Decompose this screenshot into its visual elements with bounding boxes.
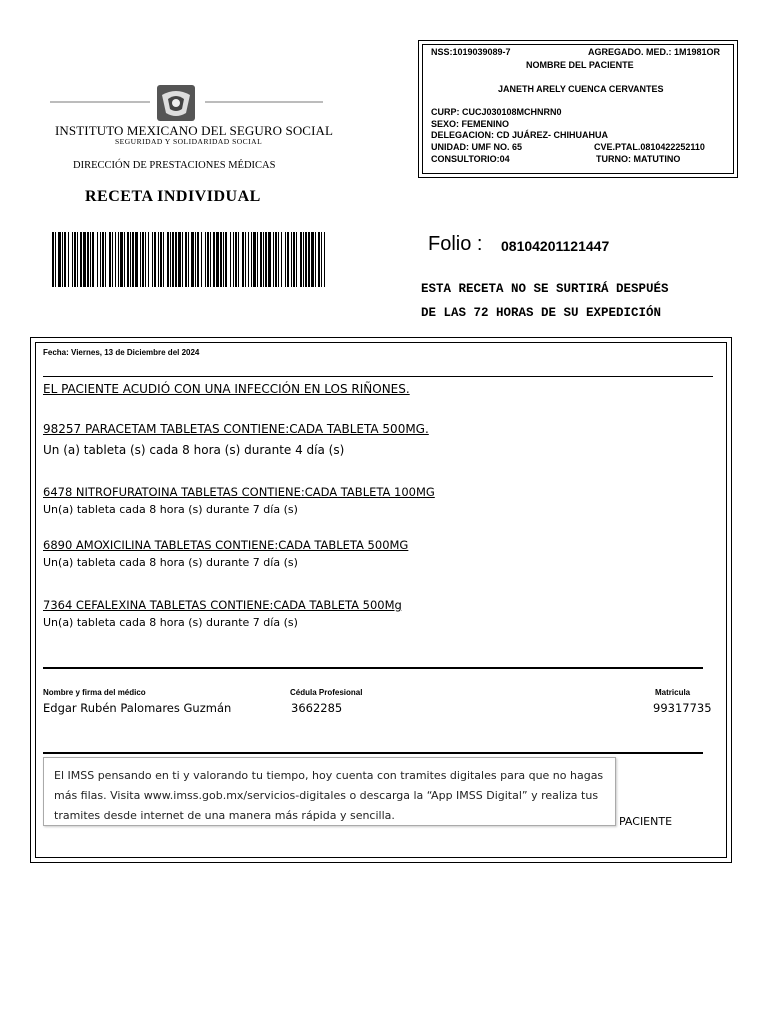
barcode-bar xyxy=(178,232,181,287)
barcode-bar xyxy=(287,232,289,287)
imss-digital-notice: El IMSS pensando en ti y valorando tu tiempo, hoy cuenta con tramites digitales para que no hagas más filas. Visita www.imss.gob.mx/servicios-digitales o descarga la “App IMSS Digital” y realiza tus tramites desde internet de una manera más rápida y sencilla. xyxy=(43,757,616,826)
barcode-bar xyxy=(251,232,252,287)
barcode-bar xyxy=(220,232,222,287)
diagnosis: EL PACIENTE ACUDIÓ CON UNA INFECCIÓN EN LOS RIÑONES. xyxy=(43,382,410,396)
barcode-bar xyxy=(170,232,171,287)
barcode-bar xyxy=(303,232,304,287)
barcode xyxy=(52,232,325,287)
barcode-bar xyxy=(182,232,183,287)
barcode-bar xyxy=(112,232,113,287)
curp: CURP: CUCJ030108MCHNRN0 xyxy=(431,107,562,117)
barcode-bar xyxy=(100,232,101,287)
turno: TURNO: MATUTINO xyxy=(596,154,681,164)
barcode-bar xyxy=(201,232,202,287)
barcode-bar xyxy=(213,232,215,287)
barcode-bar xyxy=(273,232,274,287)
barcode-bar xyxy=(324,232,325,287)
barcode-bar xyxy=(163,232,164,287)
barcode-bar xyxy=(238,232,239,287)
barcode-bar xyxy=(188,232,189,287)
dose-4: Un(a) tableta cada 8 hora (s) durante 7 día (s) xyxy=(43,616,298,629)
nss: NSS:1019039089-7 xyxy=(431,47,511,57)
barcode-bar xyxy=(257,232,258,287)
barcode-bar xyxy=(83,232,86,287)
barcode-bar xyxy=(268,232,271,287)
notice-divider xyxy=(43,752,703,754)
barcode-bar xyxy=(74,232,76,287)
barcode-bar xyxy=(158,232,159,287)
barcode-bar xyxy=(154,232,156,287)
barcode-bar xyxy=(293,232,295,287)
barcode-bar xyxy=(248,232,249,287)
barcode-bar xyxy=(118,232,119,287)
barcode-bar xyxy=(160,232,162,287)
barcode-bar xyxy=(285,232,286,287)
barcode-bar xyxy=(140,232,141,287)
barcode-bar xyxy=(278,232,279,287)
barcode-bar xyxy=(281,232,282,287)
barcode-bar xyxy=(321,232,322,287)
dose-2: Un(a) tableta cada 8 hora (s) durante 7 día (s) xyxy=(43,503,298,516)
barcode-bar xyxy=(130,232,131,287)
barcode-bar xyxy=(300,232,302,287)
folio-number: 08104201121447 xyxy=(501,238,610,254)
folio-label: Folio : xyxy=(428,233,483,255)
barcode-bar xyxy=(97,232,98,287)
doctor-name-label: Nombre y firma del médico xyxy=(43,688,146,697)
barcode-bar xyxy=(225,232,227,287)
barcode-bar xyxy=(185,232,187,287)
drug-4: 7364 CEFALEXINA TABLETAS CONTIENE:CADA TABLETA 500Mg xyxy=(43,598,402,612)
barcode-bar xyxy=(120,232,123,287)
warning-line-1: ESTA RECETA NO SE SURTIRÁ DESPUÉS xyxy=(421,282,669,296)
barcode-bar xyxy=(145,232,146,287)
cve-ptal: CVE.PTAL.0810422252110 xyxy=(594,142,705,152)
barcode-bar xyxy=(223,232,224,287)
dose-1: Un (a) tableta (s) cada 8 hora (s) durante 4 día (s) xyxy=(43,443,345,457)
barcode-bar xyxy=(148,232,149,287)
logo-line-left xyxy=(50,101,150,103)
barcode-bar xyxy=(80,232,82,287)
institution-name: INSTITUTO MEXICANO DEL SEGURO SOCIAL xyxy=(55,123,334,138)
barcode-bar xyxy=(127,232,129,287)
barcode-bar xyxy=(52,232,54,287)
barcode-bar xyxy=(77,232,78,287)
barcode-bar xyxy=(291,232,292,287)
patient-name: JANETH ARELY CUENCA CERVANTES xyxy=(498,84,664,94)
matricula: 99317735 xyxy=(653,701,712,715)
barcode-bar xyxy=(265,232,267,287)
barcode-bar xyxy=(152,232,153,287)
delegacion: DELEGACION: CD JUÁREZ- CHIHUAHUA xyxy=(431,130,608,140)
receta-title: RECETA INDIVIDUAL xyxy=(85,188,261,205)
barcode-bar xyxy=(191,232,194,287)
consultorio: CONSULTORIO:04 xyxy=(431,154,510,164)
barcode-bar xyxy=(87,232,89,287)
drug-2: 6478 NITROFURATOINA TABLETAS CONTIENE:CADA TABLETA 100MG xyxy=(43,485,435,499)
barcode-bar xyxy=(64,232,66,287)
barcode-bar xyxy=(275,232,277,287)
dose-3: Un(a) tableta cada 8 hora (s) durante 7 día (s) xyxy=(43,556,298,569)
drug-3: 6890 AMOXICILINA TABLETAS CONTIENE:CADA TABLETA 500MG xyxy=(43,538,409,552)
barcode-bar xyxy=(105,232,106,287)
barcode-bar xyxy=(315,232,316,287)
barcode-bar xyxy=(260,232,262,287)
copy-label: PACIENTE xyxy=(619,815,673,828)
matricula-label: Matricula xyxy=(655,688,691,697)
barcode-bar xyxy=(296,232,297,287)
barcode-bar xyxy=(311,232,314,287)
barcode-bar xyxy=(142,232,144,287)
barcode-bar xyxy=(216,232,219,287)
fecha: Fecha: Viernes, 13 de Diciembre del 2024 xyxy=(43,348,200,357)
doctor-name: Edgar Rubén Palomares Guzmán xyxy=(43,701,232,715)
barcode-bar xyxy=(318,232,320,287)
barcode-bar xyxy=(305,232,307,287)
barcode-bar xyxy=(207,232,209,287)
barcode-bar xyxy=(58,232,61,287)
barcode-bar xyxy=(102,232,104,287)
barcode-bar xyxy=(172,232,174,287)
barcode-bar xyxy=(197,232,199,287)
divider-line xyxy=(43,376,713,377)
direccion-label: DIRECCIÓN DE PRESTACIONES MÉDICAS xyxy=(73,160,276,171)
drug-1: 98257 PARACETAM TABLETAS CONTIENE:CADA TABLETA 500MG. xyxy=(43,422,429,436)
barcode-bar xyxy=(308,232,310,287)
barcode-bar xyxy=(68,232,69,287)
barcode-bar xyxy=(205,232,206,287)
barcode-bar xyxy=(62,232,63,287)
barcode-bar xyxy=(263,232,264,287)
barcode-bar xyxy=(124,232,125,287)
cedula-label: Cédula Profesional xyxy=(290,688,363,697)
barcode-bar xyxy=(242,232,244,287)
unidad: UNIDAD: UMF NO. 65 xyxy=(431,142,523,152)
barcode-bar xyxy=(233,232,234,287)
barcode-bar xyxy=(135,232,138,287)
barcode-bar xyxy=(55,232,56,287)
barcode-bar xyxy=(235,232,237,287)
barcode-bar xyxy=(115,232,116,287)
barcode-bar xyxy=(245,232,246,287)
barcode-bar xyxy=(92,232,94,287)
barcode-bar xyxy=(195,232,196,287)
barcode-bar xyxy=(253,232,256,287)
patient-name-label: NOMBRE DEL PACIENTE xyxy=(526,60,634,70)
barcode-bar xyxy=(90,232,91,287)
cedula: 3662285 xyxy=(291,701,343,715)
agregado-med: AGREGADO. MED.: 1M1981OR xyxy=(588,47,721,57)
sexo: SEXO: FEMENINO xyxy=(431,119,510,129)
warning-line-2: DE LAS 72 HORAS DE SU EXPEDICIÓN xyxy=(421,306,662,320)
barcode-bar xyxy=(175,232,177,287)
logo-line-right xyxy=(205,101,323,103)
barcode-bar xyxy=(132,232,134,287)
barcode-bar xyxy=(109,232,111,287)
signature-divider xyxy=(43,667,703,669)
barcode-bar xyxy=(72,232,73,287)
imss-eagle-logo xyxy=(152,83,200,123)
institution-subtitle: SEGURIDAD Y SOLIDARIDAD SOCIAL xyxy=(115,137,263,146)
barcode-bar xyxy=(230,232,231,287)
barcode-bar xyxy=(167,232,169,287)
barcode-bar xyxy=(210,232,211,287)
